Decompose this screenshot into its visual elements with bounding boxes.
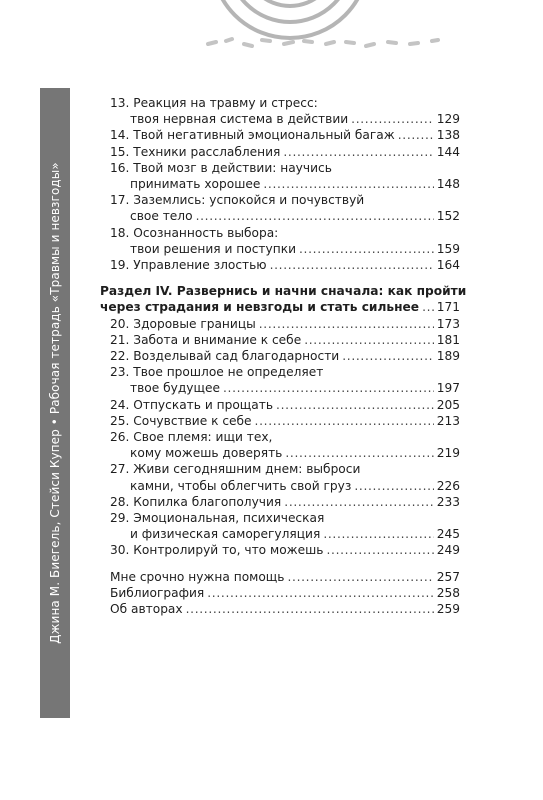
- toc-entry-title-line: Библиография: [110, 585, 205, 600]
- toc-entry: [100, 332, 460, 348]
- toc-entry-title-line: 19. Управление злостью: [110, 258, 267, 273]
- page-number: 189: [436, 349, 460, 364]
- spine-title: Джина М. Биегель, Стейси Купер • Рабочая тетрадь «Травмы и невзгоды»: [48, 162, 62, 644]
- toc-entry-title-line: 14. Твой негативный эмоциональный багаж: [110, 128, 395, 143]
- dot-leader: [287, 569, 433, 585]
- toc-entry: [100, 569, 460, 585]
- toc-list-part-3: [100, 95, 460, 273]
- table-of-contents: [100, 95, 467, 617]
- page-number: 259: [436, 602, 460, 617]
- toc-entry: [100, 429, 460, 461]
- toc-entry-title-line: твое будущее: [130, 381, 220, 396]
- toc-entry: [100, 510, 460, 542]
- dot-leader: [323, 526, 433, 542]
- dot-leader: [351, 111, 434, 127]
- toc-entry: [100, 461, 460, 493]
- page-number: 226: [436, 478, 460, 493]
- toc-entry-title-line: свое тело: [130, 209, 193, 224]
- dot-leader: [270, 257, 434, 273]
- dot-leader: [326, 542, 433, 558]
- section-title-line: Раздел IV. Развернись и начни сначала: как пройти: [100, 284, 467, 299]
- page-number: 181: [436, 332, 460, 347]
- page-number: 197: [436, 381, 460, 396]
- toc-entry-title-line: 23. Твое прошлое не определяет: [110, 365, 324, 380]
- toc-entry-title-line: 30. Контролируй то, что можешь: [110, 543, 324, 558]
- dot-leader: [196, 208, 434, 224]
- page-number: 152: [436, 209, 460, 224]
- toc-entry-title-line: 24. Отпускать и прощать: [110, 397, 274, 412]
- page-number: 233: [436, 494, 460, 509]
- toc-entry: [100, 542, 460, 558]
- toc-section-heading: [100, 283, 467, 315]
- page-number: 257: [436, 569, 460, 584]
- page-number: 171: [436, 300, 460, 315]
- toc-list-part-4: [100, 316, 460, 559]
- toc-entry-title-line: 27. Живи сегодняшним днем: выброси: [110, 462, 361, 477]
- toc-entry-title-line: принимать хорошее: [130, 177, 261, 192]
- toc-entry-title-line: 17. Заземлись: успокойся и почувствуй: [110, 193, 365, 208]
- page-number: 213: [436, 413, 460, 428]
- toc-section-entry: [100, 283, 467, 315]
- toc-entry: [100, 160, 460, 192]
- section-title-line: через страдания и невзгоды и стать сильнее: [100, 300, 420, 315]
- decorative-circles: [0, 0, 543, 80]
- toc-entry: [100, 397, 460, 413]
- dot-leader: [284, 494, 433, 510]
- toc-entry-title-line: твои решения и поступки: [130, 241, 296, 256]
- toc-entry-title-line: 21. Забота и внимание к себе: [110, 332, 302, 347]
- dot-leader: [186, 601, 434, 617]
- toc-entry: [100, 364, 460, 396]
- dot-leader: [299, 241, 434, 257]
- dot-leader: [207, 585, 433, 601]
- toc-entry: [100, 601, 460, 617]
- dot-leader: [255, 413, 434, 429]
- toc-entry-title-line: камни, чтобы облегчить свой груз: [130, 478, 352, 493]
- toc-entry: [100, 413, 460, 429]
- toc-entry-title-line: Об авторах: [110, 602, 183, 617]
- page-number: 138: [436, 128, 460, 143]
- toc-entry-title-line: 15. Техники расслабления: [110, 144, 281, 159]
- toc-entry-title-line: 13. Реакция на травму и стресс:: [110, 96, 318, 110]
- toc-back-matter: [100, 569, 460, 618]
- dot-leader: [259, 316, 434, 332]
- page-number: 173: [436, 316, 460, 331]
- toc-entry-title-line: кому можешь доверять: [130, 446, 283, 461]
- page-number: 164: [436, 258, 460, 273]
- toc-entry-title-line: 22. Возделывай сад благодарности: [110, 349, 340, 364]
- toc-entry-title-line: 29. Эмоциональная, психическая: [110, 511, 325, 526]
- toc-entry-title-line: и физическая саморегуляция: [130, 527, 321, 542]
- toc-entry-title-line: 25. Сочувствие к себе: [110, 413, 252, 428]
- dot-leader: [422, 299, 434, 315]
- toc-entry: [100, 585, 460, 601]
- dot-leader: [304, 332, 434, 348]
- dot-leader: [263, 176, 433, 192]
- page-number: 148: [436, 177, 460, 192]
- toc-entry: [100, 192, 460, 224]
- dot-leader: [223, 380, 434, 396]
- toc-entry-title-line: 26. Свое племя: ищи тех,: [110, 430, 273, 445]
- toc-entry: [100, 225, 460, 257]
- dot-leader: [398, 127, 434, 143]
- toc-entry-title-line: 18. Осознанность выбора:: [110, 225, 279, 240]
- page-number: 249: [436, 543, 460, 558]
- page-number: 245: [436, 527, 460, 542]
- toc-entry: [100, 348, 460, 364]
- dot-leader: [285, 445, 433, 461]
- toc-entry-title-line: 28. Копилка благополучия: [110, 494, 282, 509]
- dot-leader: [283, 144, 433, 160]
- toc-entry: [100, 257, 460, 273]
- toc-entry: [100, 95, 460, 127]
- page-number: 205: [436, 397, 460, 412]
- toc-entry-title-line: Мне срочно нужна помощь: [110, 569, 285, 584]
- dot-leader: [276, 397, 434, 413]
- toc-entry: [100, 127, 460, 143]
- toc-entry: [100, 494, 460, 510]
- toc-entry: [100, 144, 460, 160]
- page-number: 159: [436, 241, 460, 256]
- toc-entry: [100, 316, 460, 332]
- toc-entry-title-line: твоя нервная система в действии: [130, 112, 349, 127]
- dot-leader: [354, 478, 433, 494]
- page-number: 258: [436, 585, 460, 600]
- page-number: 129: [436, 112, 460, 127]
- toc-entry-title-line: 20. Здоровые границы: [110, 316, 256, 331]
- page-number: 219: [436, 446, 460, 461]
- dot-leader: [342, 348, 434, 364]
- toc-entry-title-line: 16. Твой мозг в действии: научись: [110, 160, 332, 175]
- page-number: 144: [436, 144, 460, 159]
